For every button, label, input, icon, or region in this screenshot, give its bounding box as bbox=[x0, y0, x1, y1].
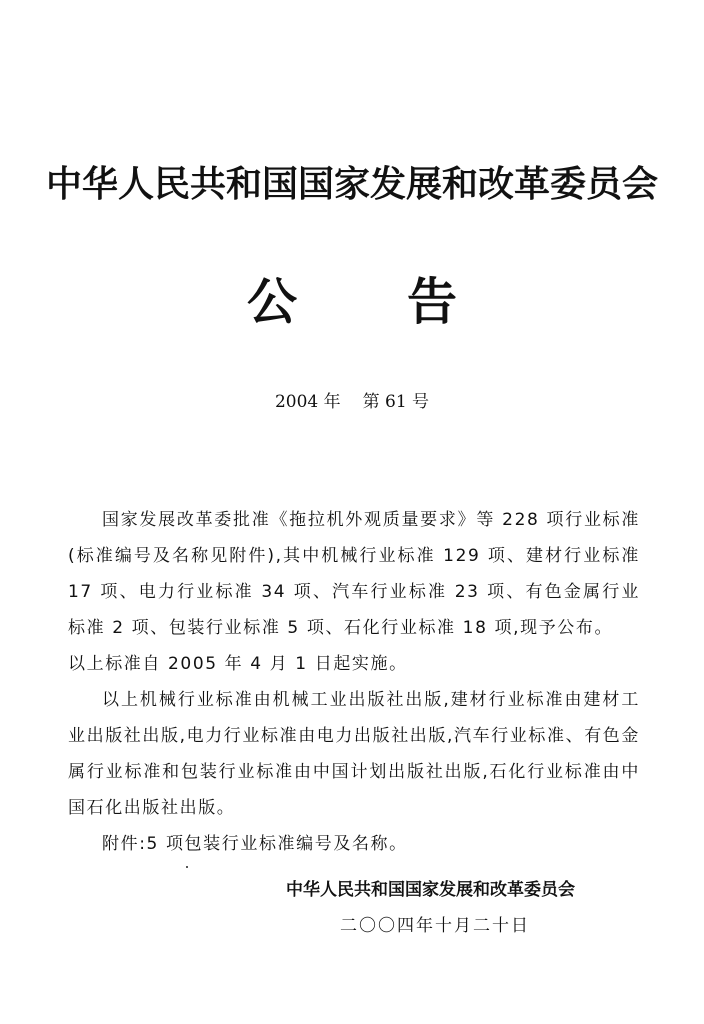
organization-title: 中华人民共和国国家发展和改革委员会 bbox=[45, 163, 658, 205]
document-type-heading: 公告 bbox=[247, 272, 567, 331]
publishers-text: 以上机械行业标准由机械工业出版社出版,建材行业标准由建材工业出版社出版,电力行业标准由电力出版社出版,汽车行业标准、有色金属行业标准和包装行业标准由中国计划出版社出版,石化行业标准由中国石化出版社出版。 bbox=[68, 690, 641, 818]
body-paragraph-attachment bbox=[68, 826, 640, 862]
attachment-text: 附件:5 项包装行业标准编号及名称。 bbox=[102, 834, 408, 854]
announcement-number: 第 61 号 bbox=[362, 392, 430, 412]
approval-text: 国家发展改革委批准《拖拉机外观质量要求》等 228 项行业标准(标准编号及名称见附件),其中机械行业标准 129 项、建材行业标准 17 项、电力行业标准 34 项、汽车行业标准 23 项、有色金属行业标准 2 项、包装行业标准 5 项、石化行业标准 18 项,现予公布。 bbox=[68, 510, 640, 638]
body-paragraph-effective-date bbox=[68, 646, 640, 682]
document-year: 2004 年 bbox=[274, 392, 341, 412]
issue-date: 二〇〇四年十月二十日 bbox=[340, 916, 530, 936]
document-number bbox=[0, 390, 704, 414]
body-paragraph-publishers bbox=[68, 682, 640, 826]
scan-speck bbox=[186, 866, 188, 868]
issuer-signature: 中华人民共和国国家发展和改革委员会 bbox=[286, 880, 575, 900]
effective-date-text: 以上标准自 2005 年 4 月 1 日起实施。 bbox=[68, 654, 408, 674]
body-paragraph-approval bbox=[68, 502, 640, 646]
announcement-body bbox=[68, 502, 640, 862]
